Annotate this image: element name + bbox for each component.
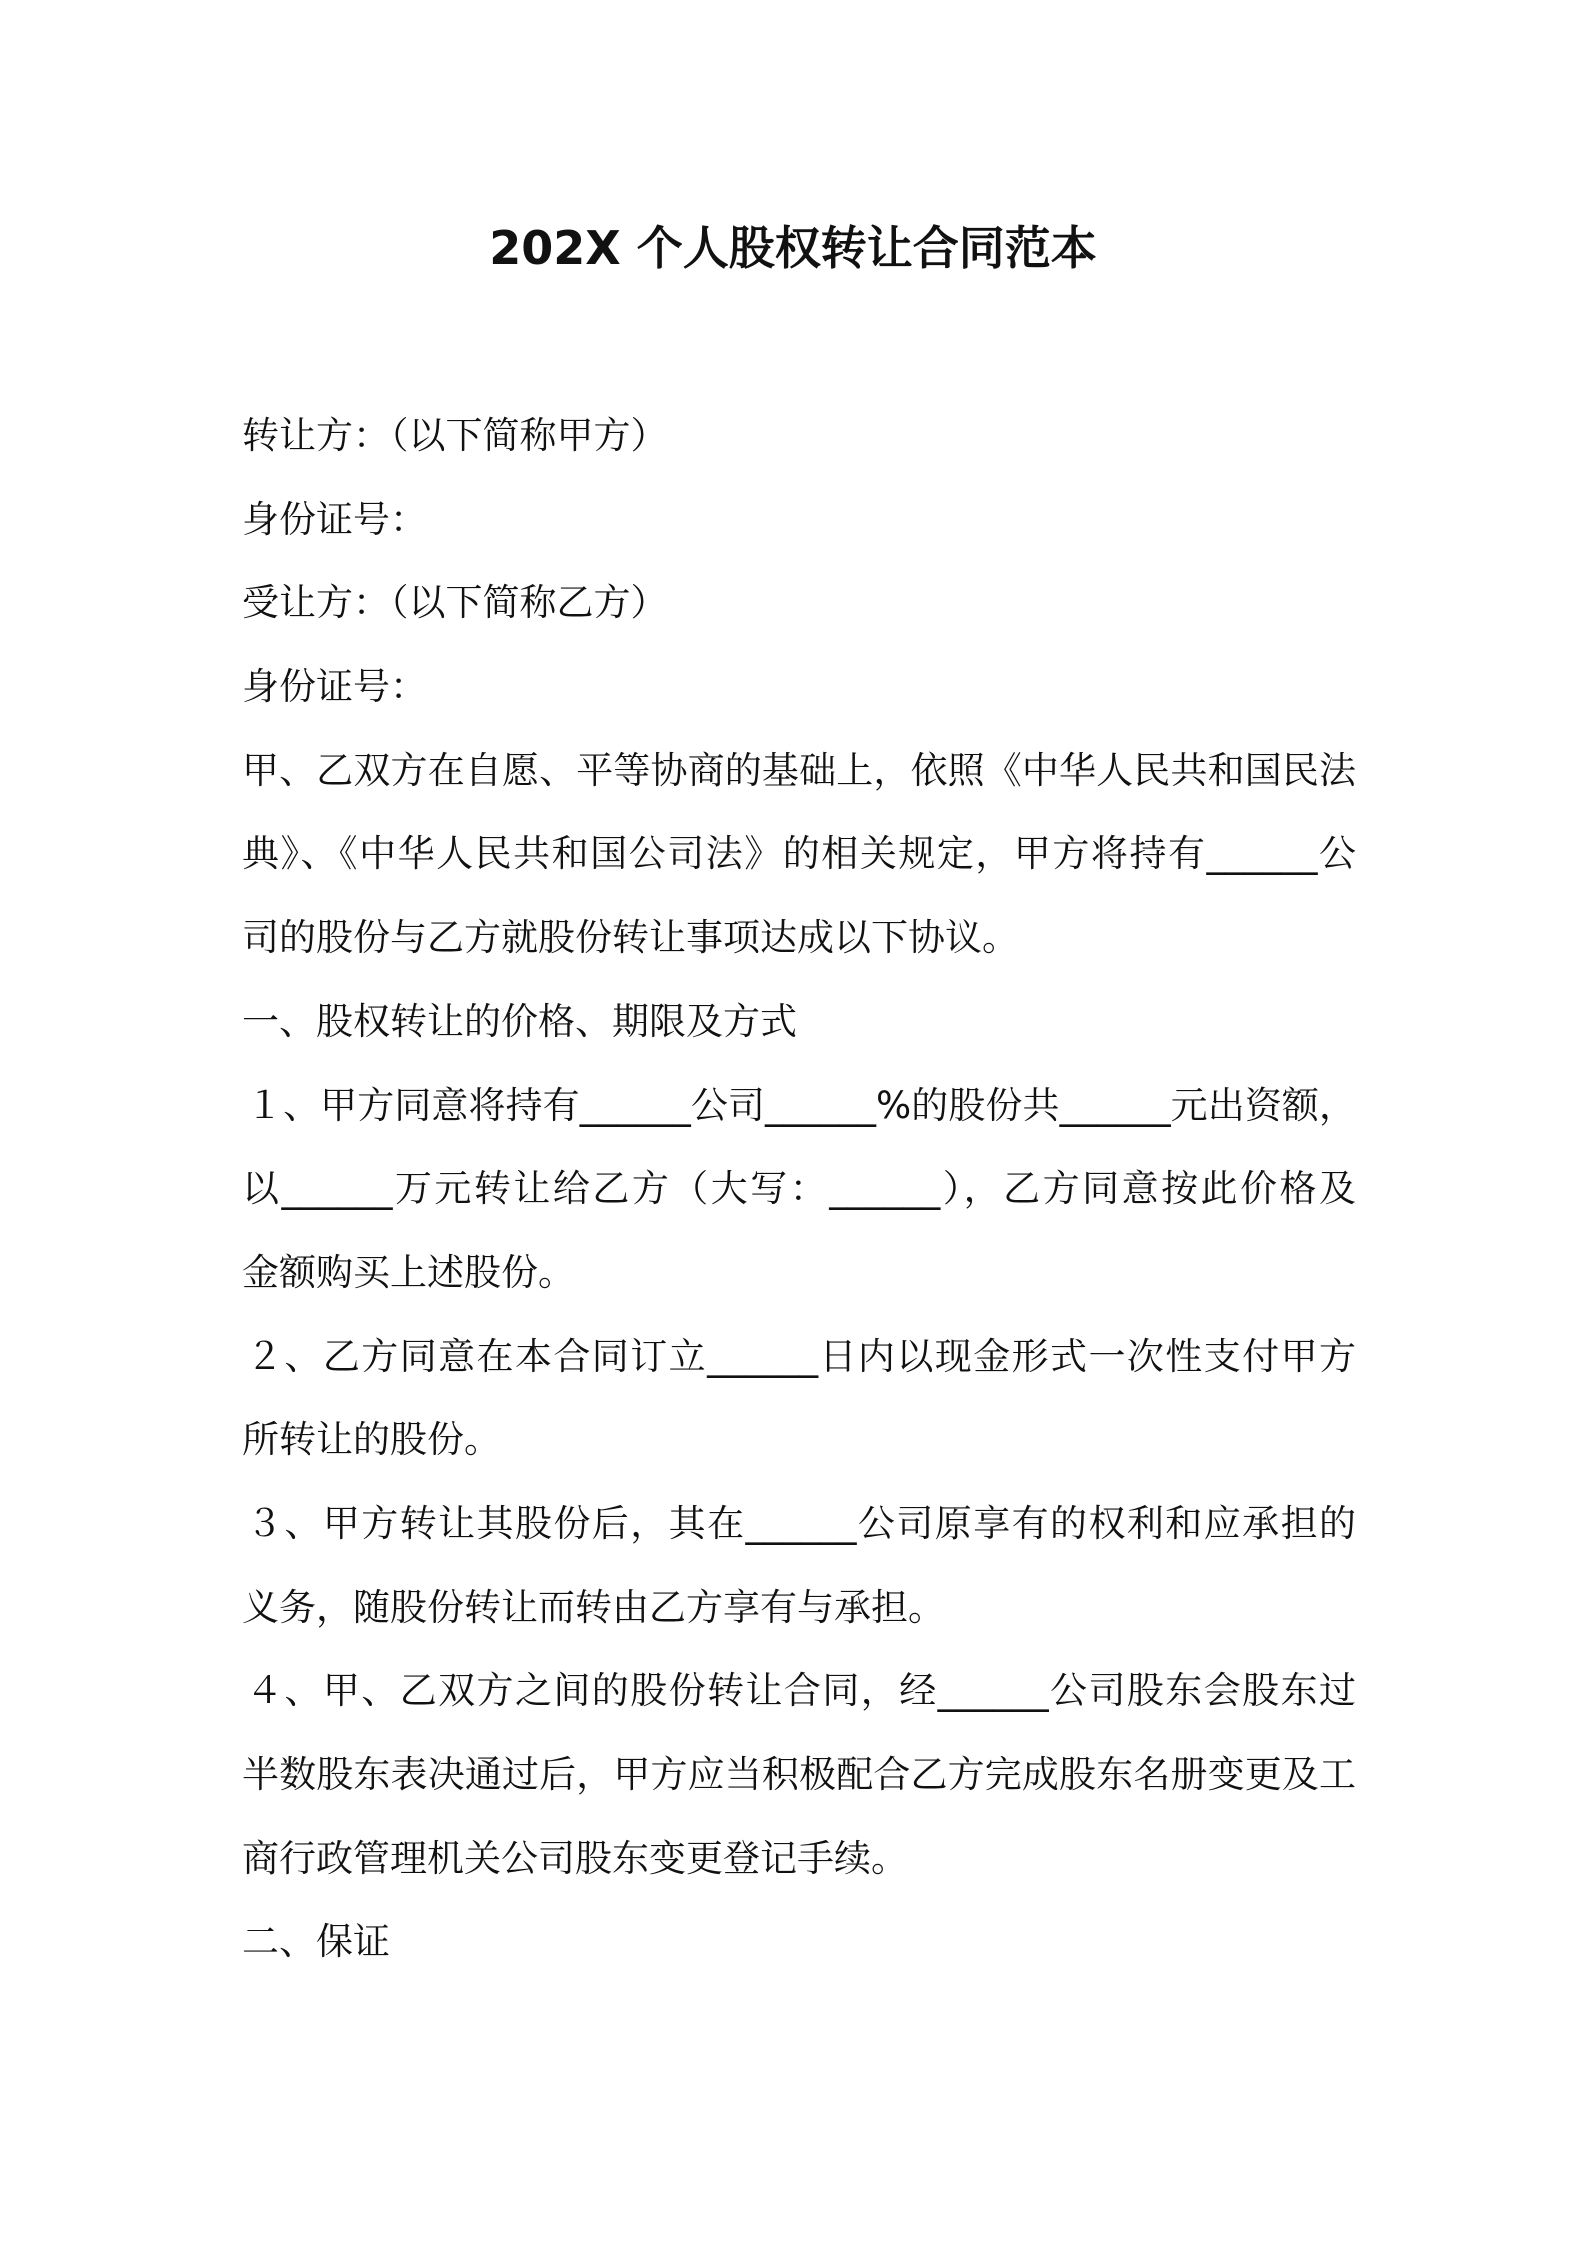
clause-1 xyxy=(242,1064,1356,1315)
section-1-heading: 一、股权转让的价格、期限及方式 xyxy=(242,999,797,1043)
clause-3-line: ３、甲方转让其股份后，其在______公司原享有的权利和应承担的 xyxy=(246,1501,1356,1545)
preamble-line: 司的股份与乙方就股份转让事项达成以下协议。 xyxy=(242,916,1019,960)
clause-4-line: 半数股东表决通过后，甲方应当积极配合乙方完成股东名册变更及工 xyxy=(242,1753,1356,1796)
clause-2 xyxy=(242,1315,1356,1482)
clause-1-line: １、甲方同意将持有______公司______%的股份共______元出资额， xyxy=(246,1083,1356,1127)
preamble-line: 甲、乙双方在自愿、平等协商的基础上，依照《中华人民共和国民法 xyxy=(242,748,1356,792)
transferee-id-field: 身份证号： xyxy=(242,665,427,709)
document-title: 202X 个人股权转让合同范本 xyxy=(489,221,1097,275)
section-2-heading: 二、保证 xyxy=(242,1920,390,1964)
transferor-id-field: 身份证号： xyxy=(242,497,427,541)
clause-1-line: 以______万元转让给乙方（大写：______），乙方同意按此价格及 xyxy=(242,1167,1356,1211)
clause-1-line: 金额购买上述股份。 xyxy=(242,1250,575,1294)
transferor-field: 转让方：（以下简称甲方） xyxy=(242,414,668,457)
transferee-field: 受让方：（以下简称乙方） xyxy=(242,581,668,625)
preamble-paragraph xyxy=(242,729,1356,980)
document-body xyxy=(242,394,1356,1984)
preamble-line: 典》、《中华人民共和国公司法》的相关规定，甲方将持有______公 xyxy=(242,832,1356,876)
clause-2-line: ２、乙方同意在本合同订立______日内以现金形式一次性支付甲方 xyxy=(246,1334,1356,1378)
clause-4-line: ４、甲、乙双方之间的股份转让合同，经______公司股东会股东过 xyxy=(246,1669,1356,1713)
clause-4-line: 商行政管理机关公司股东变更登记手续。 xyxy=(242,1836,908,1880)
clause-3-line: 义务，随股份转让而转由乙方享有与承担。 xyxy=(242,1585,945,1629)
clause-4 xyxy=(242,1649,1356,1900)
clause-3 xyxy=(242,1482,1356,1649)
clause-2-line: 所转让的股份。 xyxy=(242,1418,501,1462)
